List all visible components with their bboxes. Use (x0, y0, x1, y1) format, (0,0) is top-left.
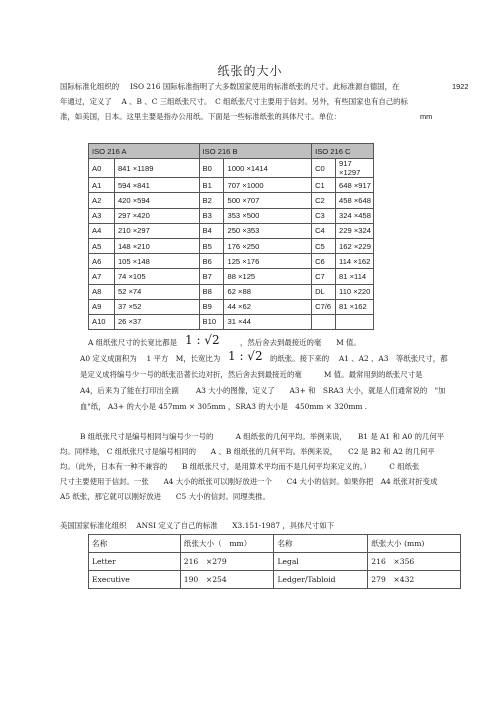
table-row (89, 223, 374, 238)
iso-cell-c-dim: 162 ×229 (336, 238, 374, 253)
intro-line-1a: 国际标准化组织的 (60, 82, 120, 91)
table-row (89, 238, 374, 253)
iso-cell-a-dim: 26 ×37 (114, 314, 199, 329)
iso-cell-b-size: B1 (199, 178, 224, 193)
iso-cell-c-dim: 114 ×162 (336, 254, 374, 269)
iso-cell-c-dim: 648 ×917 (336, 178, 374, 193)
table-row (89, 269, 374, 284)
iso-cell-c-size: C4 (312, 223, 336, 238)
table-row (89, 254, 374, 269)
intro-line-2: 年通过，定义了 A 、B 、C 三组纸张尺寸。 C 组纸张尺寸主要用于信封。另外，有些国家也有自己的标 (60, 97, 408, 106)
table-row (89, 159, 374, 178)
iso-cell-a-size: A9 (89, 299, 115, 314)
iso-cell-a-dim: 420 ×594 (114, 193, 199, 208)
iso-216-table (88, 143, 374, 330)
iso-cell-b-dim: 707 ×1000 (224, 178, 312, 193)
iso-cell-c-size (312, 314, 336, 329)
iso-cell-a-dim: 148 ×210 (114, 238, 199, 253)
iso-cell-a-size: A10 (89, 314, 115, 329)
iso-cell-c-size: DL (312, 284, 336, 299)
ratio-symbol-2: 1 : √2 (228, 349, 263, 363)
iso-cell-c-size: C7/6 (312, 299, 336, 314)
iso-cell-a-dim: 841 ×1189 (114, 159, 199, 178)
iso-cell-c-size: C2 (312, 193, 336, 208)
para2-line-5: A5 纸张，那它就可以刚好放进 C5 大小的信封。同理类推。 (60, 492, 270, 501)
iso-table-header-row (89, 144, 374, 159)
intro-line-3a: 准，如美国，日本。这里主要是指办公用纸。下面是一些标准纸张的具体尺寸。单位： (60, 112, 341, 121)
iso-cell-b-size: B9 (199, 299, 224, 314)
ansi-intro: 美国国家标准化组织 ANSI 定义了自己的标准 X3.151-1987 ，具体尺寸如下 (60, 521, 335, 530)
ansi-cell-size: 216 ×356 (368, 553, 461, 571)
iso-cell-a-dim: 37 ×52 (114, 299, 199, 314)
ansi-table-header-row (89, 535, 461, 553)
para1-line-2b: 的纸张。接下来的 A1 、A2 、A3 等纸张尺寸，都 (270, 354, 448, 363)
para1-line-2a: A0 定义成面积为 1 平方 M，长宽比为 (80, 354, 221, 363)
ansi-cell-name: Legal (274, 553, 368, 571)
iso-cell-c-size: C6 (312, 254, 336, 269)
ansi-cell-name: Letter (89, 553, 181, 571)
table-row (89, 571, 461, 589)
iso-cell-c-dim: 917 ×1297 (336, 159, 374, 178)
iso-cell-a-size: A8 (89, 284, 115, 299)
table-row (89, 284, 374, 299)
para1-line-1a: A 组纸张尺寸的长宽比都是 (88, 338, 177, 347)
table-row (89, 314, 374, 329)
iso-cell-b-dim: 250 ×353 (224, 223, 312, 238)
iso-cell-a-dim: 105 ×148 (114, 254, 199, 269)
iso-cell-c-size: C1 (312, 178, 336, 193)
ansi-cell-size: 190 ×254 (180, 571, 274, 589)
para2-line-3: 均。（此外，日本有一种不兼容的 B 组纸张尺寸，是用算术平均而不是几何平均来定义的。） C 组纸张 (60, 462, 420, 471)
para2-line-1: B 组纸张尺寸是编号相同与编号少一号的 A 组纸张的几何平均。举例来说， B1 是 A1 和 A0 的几何平 (80, 432, 445, 441)
iso-cell-c-size: C5 (312, 238, 336, 253)
iso-cell-a-dim: 210 ×297 (114, 223, 199, 238)
ansi-table (88, 534, 461, 589)
iso-cell-c-dim: 458 ×648 (336, 193, 374, 208)
table-row (89, 553, 461, 571)
iso-cell-c-dim: 324 ×458 (336, 208, 374, 223)
ansi-header-size-2: 纸张大小 (mm) (368, 535, 461, 553)
para1-line-1b: ，然后舍去到最接近的毫 M 值。 (240, 338, 361, 347)
iso-cell-c-size: C0 (312, 159, 336, 178)
intro-line-1b: ISO 216 国际标准指明了大多数国家使用的标准纸张的尺寸。此标准源自德国，在 (130, 82, 400, 91)
iso-cell-c-dim: 81 ×162 (336, 299, 374, 314)
intro-line-3b: mm (420, 112, 433, 121)
para1-line-4: A4，后来为了能在打印出全副 A3 大小的图像，定义了 A3+ 和 SRA3 大小，就是人们通常说的 "加 (80, 386, 446, 395)
iso-cell-b-size: B2 (199, 193, 224, 208)
ratio-symbol-1: 1 : √2 (185, 333, 220, 347)
iso-cell-a-dim: 297 ×420 (114, 208, 199, 223)
iso-cell-b-dim: 62 ×88 (224, 284, 312, 299)
table-row (89, 299, 374, 314)
iso-cell-b-size: B10 (199, 314, 224, 329)
iso-cell-b-dim: 353 ×500 (224, 208, 312, 223)
iso-cell-b-dim: 500 ×707 (224, 193, 312, 208)
iso-cell-a-size: A3 (89, 208, 115, 223)
table-row (89, 208, 374, 223)
iso-cell-b-dim: 31 ×44 (224, 314, 312, 329)
table-row (89, 193, 374, 208)
iso-cell-a-dim: 74 ×105 (114, 269, 199, 284)
iso-cell-a-size: A4 (89, 223, 115, 238)
ansi-cell-name: Executive (89, 571, 181, 589)
iso-cell-a-dim: 594 ×841 (114, 178, 199, 193)
iso-cell-b-size: B8 (199, 284, 224, 299)
iso-header-a: ISO 216 A (89, 144, 200, 159)
iso-cell-b-dim: 88 ×125 (224, 269, 312, 284)
page-title: 纸张的大小 (217, 64, 283, 78)
para1-line-5: 血"纸， A3+ 的大小是 457mm × 305mm ，SRA3 的大小是 450mm × 320mm . (80, 402, 368, 411)
iso-cell-b-size: B5 (199, 238, 224, 253)
iso-cell-b-dim: 1000 ×1414 (224, 159, 312, 178)
iso-cell-c-dim: 110 ×220 (336, 284, 374, 299)
ansi-cell-size: 279 ×432 (368, 571, 461, 589)
iso-cell-c-size: C7 (312, 269, 336, 284)
iso-cell-a-size: A0 (89, 159, 115, 178)
iso-cell-b-size: B6 (199, 254, 224, 269)
para1-line-3: 是定义成将编号少一号的纸张沿著长边对折，然后舍去到最接近的毫 M 值。最常用到的纸张尺寸是 (80, 370, 423, 379)
para2-line-4: 尺寸主要使用于信封。一张 A4 大小的纸张可以刚好放进一个 C4 大小的信封。如果你把 A4 纸张对折变成 (60, 477, 438, 486)
ansi-header-name-1: 名称 (89, 535, 181, 553)
iso-cell-a-size: A1 (89, 178, 115, 193)
table-row (89, 178, 374, 193)
iso-cell-c-dim: 229 ×324 (336, 223, 374, 238)
iso-header-c: ISO 216 C (312, 144, 374, 159)
iso-cell-a-dim: 52 ×74 (114, 284, 199, 299)
ansi-cell-name: Ledger/Tabloid (274, 571, 368, 589)
iso-cell-c-dim (336, 314, 374, 329)
iso-cell-a-size: A6 (89, 254, 115, 269)
ansi-cell-size: 216 ×279 (180, 553, 274, 571)
intro-line-1c: 1922 (452, 82, 469, 91)
iso-cell-c-dim: 81 ×114 (336, 269, 374, 284)
ansi-header-size-1: 纸张大小（ mm） (180, 535, 274, 553)
iso-cell-c-size: C3 (312, 208, 336, 223)
iso-cell-a-size: A5 (89, 238, 115, 253)
iso-cell-a-size: A2 (89, 193, 115, 208)
iso-cell-b-dim: 176 ×250 (224, 238, 312, 253)
iso-cell-b-dim: 44 ×62 (224, 299, 312, 314)
ansi-header-name-2: 名称 (274, 535, 368, 553)
iso-cell-a-size: A7 (89, 269, 115, 284)
para2-line-2: 均。同样地， C 组纸张尺寸是编号相同的 A 、B 组纸张的几何平均。举例来说， C2 是 B2 和 A2 的几何平 (60, 447, 435, 456)
iso-cell-b-size: B4 (199, 223, 224, 238)
iso-cell-b-size: B7 (199, 269, 224, 284)
iso-cell-b-dim: 125 ×176 (224, 254, 312, 269)
iso-cell-b-size: B3 (199, 208, 224, 223)
iso-header-b: ISO 216 B (199, 144, 312, 159)
iso-cell-b-size: B0 (199, 159, 224, 178)
